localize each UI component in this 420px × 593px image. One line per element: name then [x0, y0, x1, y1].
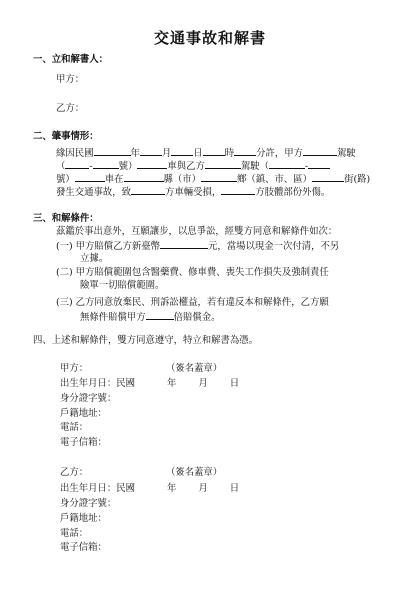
sig-b-dob [60, 482, 239, 495]
sig-b-email: 電子信箱： [60, 542, 107, 553]
sig-a-party: 甲方： [60, 363, 89, 374]
conditions-intro: 茲鑑於事出意外，互願讓步，以息爭訟，經雙方同意和解條件如次： [56, 226, 338, 237]
text-segment: 分許，甲方 [256, 148, 303, 159]
blank-township[interactable] [201, 172, 237, 182]
blank-multiplier[interactable] [146, 310, 174, 320]
sig-b-phone: 電話： [60, 528, 89, 539]
section2-heading: 二、肇事情形： [33, 131, 99, 142]
text-segment: 號） [118, 161, 138, 172]
document-title: 交通事故和解書 [153, 29, 266, 47]
text-segment: 日 [229, 378, 240, 389]
text-segment: 年 [167, 483, 177, 494]
text-segment: 日 [193, 148, 203, 159]
blank-minute[interactable] [234, 146, 256, 156]
blank-month[interactable] [140, 146, 162, 156]
sig-a-address: 戶籍地址： [60, 408, 107, 419]
blank-damaged-party[interactable] [131, 185, 165, 195]
text-segment: 縣（市） [163, 174, 202, 185]
blank-vehicle-a[interactable] [137, 159, 167, 169]
accident-line-4 [56, 185, 330, 199]
condition-2-cont: 險單一切賠償範圍。 [80, 280, 165, 291]
blank-year[interactable] [94, 146, 131, 156]
text-segment: - [304, 161, 309, 172]
text-segment: 出生年月日：民國 [60, 378, 136, 389]
text-segment: (一) 甲方賠償乙方新臺幣 [56, 241, 161, 252]
accident-line-2 [56, 159, 330, 173]
blank-county[interactable] [124, 172, 164, 182]
text-segment: 車與乙方 [167, 161, 205, 172]
condition-1-cont: 立據。 [80, 253, 109, 264]
condition-2: (二) 甲方賠償範圍包含醫藥費、修車費、喪失工作損失及強制責任 [56, 267, 329, 278]
sig-a-id: 身分證字號： [60, 393, 117, 404]
condition-3-cont [80, 310, 221, 324]
sig-a-phone: 電話： [60, 422, 89, 433]
text-segment: 倍賠償金。 [173, 312, 221, 323]
text-segment: 方肢體部份外傷。 [255, 187, 331, 198]
accident-line-1 [56, 146, 356, 160]
party-b-label: 乙方： [56, 103, 85, 114]
text-segment: 月 [198, 483, 208, 494]
text-segment: 年 [167, 378, 177, 389]
text-segment: 車在 [104, 174, 124, 185]
sig-a-seal: （簽名蓋章） [166, 363, 223, 374]
text-segment: 月 [161, 148, 172, 159]
accident-line-3 [56, 172, 370, 186]
sig-b-party: 乙方： [60, 467, 89, 478]
sig-a-email: 電子信箱： [60, 437, 107, 448]
text-segment: 駕駛 [336, 148, 356, 159]
text-segment: 號） [56, 174, 75, 185]
blank-plate-a1[interactable] [65, 159, 89, 169]
text-segment: 鄉（鎮、市、區） [237, 174, 313, 185]
party-a-label: 甲方： [56, 74, 85, 85]
blank-plate-b1[interactable] [269, 159, 305, 169]
text-segment: 年 [130, 148, 140, 159]
text-segment: 出生年月日：民國 [60, 483, 136, 494]
text-segment: 方車輛受損， [165, 187, 222, 198]
blank-plate-a2[interactable] [93, 159, 119, 169]
section1-heading: 一、立和解書人： [33, 54, 109, 65]
text-segment: 月 [198, 378, 208, 389]
blank-party-b-driver[interactable] [205, 159, 241, 169]
text-segment: 時 [224, 148, 235, 159]
section3-heading: 三、和解條件： [33, 213, 99, 224]
condition-3: (三) 乙方同意放棄民、刑訴訟權益，若有違反本和解條件，乙方願 [56, 297, 329, 308]
condition-1 [56, 239, 339, 253]
section4-text: 四、上述和解條件，雙方同意遵守，特立和解書為憑。 [33, 335, 259, 346]
blank-day[interactable] [171, 146, 193, 156]
sig-a-dob [60, 377, 239, 390]
blank-party-a-driver[interactable] [303, 146, 337, 156]
blank-injured-party[interactable] [221, 185, 255, 195]
blank-amount[interactable] [160, 239, 208, 249]
sig-b-id: 身分證字號： [60, 498, 117, 509]
blank-street[interactable] [312, 172, 344, 182]
text-segment: 緣因民國 [56, 148, 94, 159]
blank-plate-b2[interactable] [308, 159, 330, 169]
text-segment: 日 [229, 483, 240, 494]
blank-hour[interactable] [203, 146, 225, 156]
text-segment: 發生交通事故，致 [56, 187, 132, 198]
sig-b-seal: （簽名蓋章） [166, 467, 223, 478]
text-segment: （ [56, 161, 66, 172]
text-segment: - [89, 161, 93, 172]
blank-vehicle-b[interactable] [75, 172, 105, 182]
text-segment: 街(路) [344, 174, 371, 185]
text-segment: 駕駛（ [240, 161, 269, 172]
sig-b-address: 戶籍地址： [60, 513, 107, 524]
text-segment: 無條件賠償甲方 [80, 312, 146, 323]
text-segment: 元，當場以現金一次付清，不另 [208, 241, 340, 252]
